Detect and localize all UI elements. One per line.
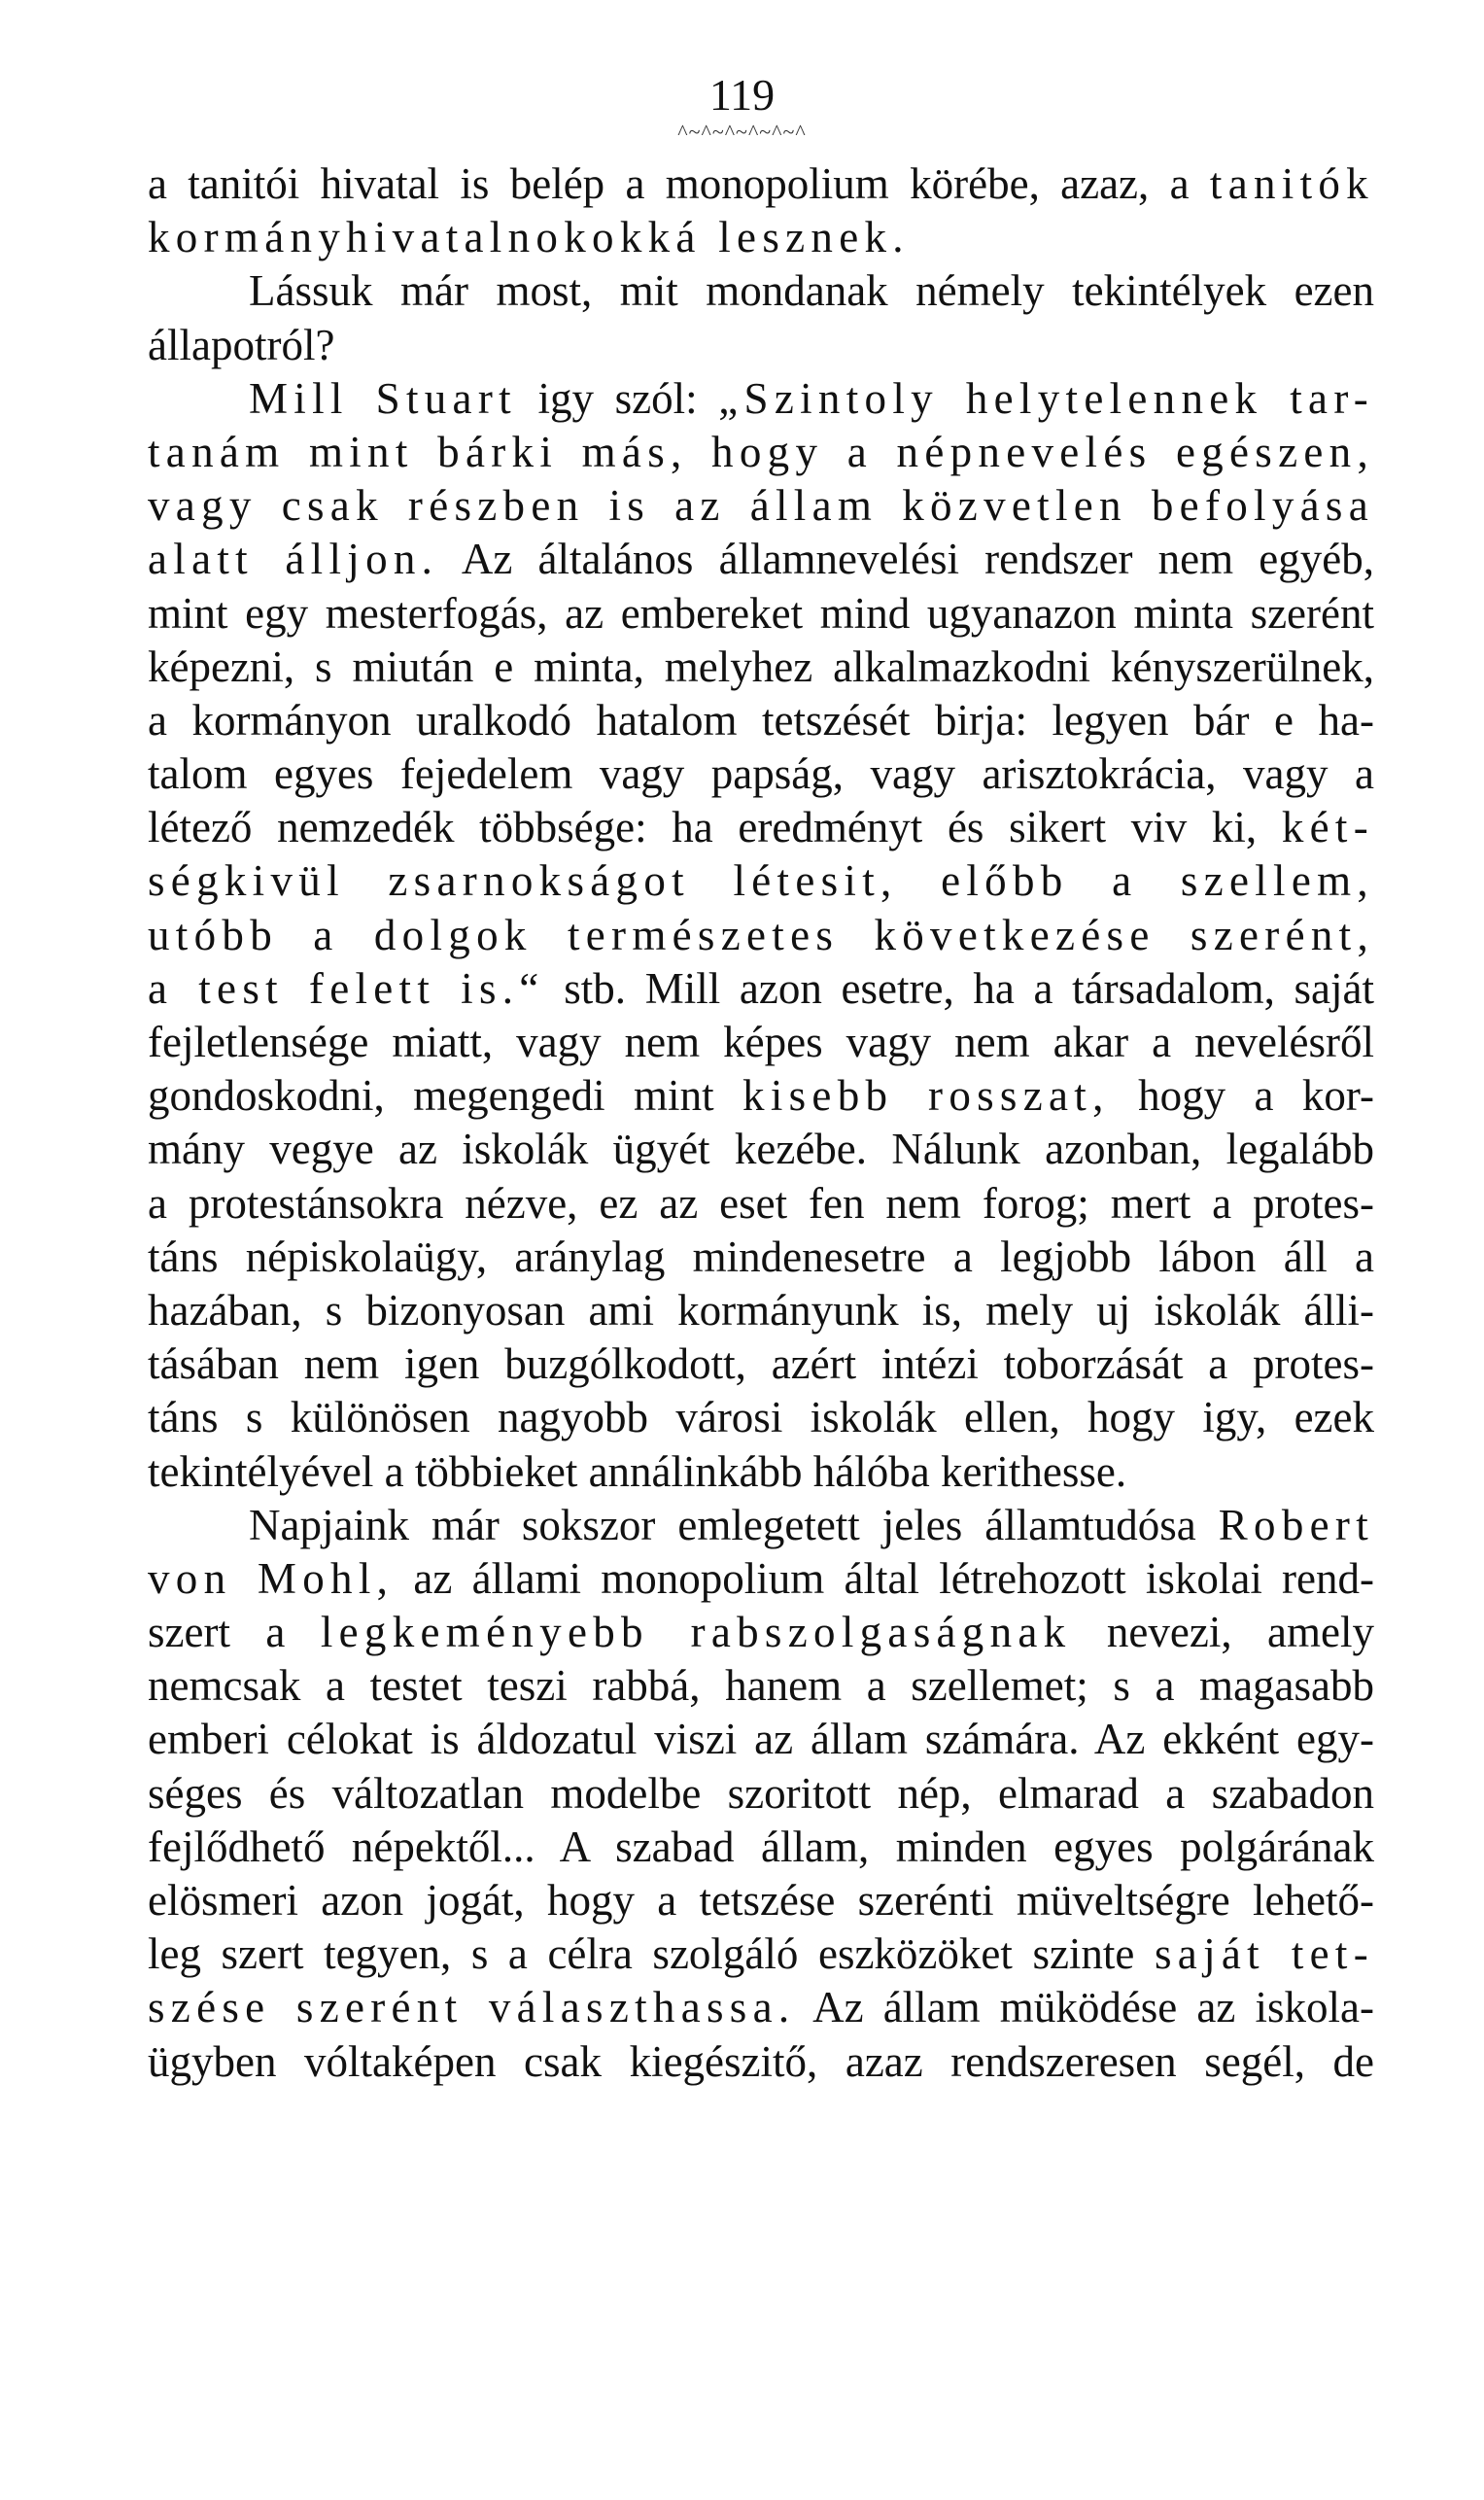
text-segment: Napjaink már sokszor emlegetett jeles államtudósa — [249, 1500, 1219, 1549]
text-line — [148, 1499, 1374, 1552]
spaced-emphasis-text: vagy csak részben is az állam közvetlen befolyása — [148, 481, 1374, 531]
text-segment: stb. Mill azon esetre, ha a társadalom, saját — [544, 963, 1374, 1013]
text-segment: az állami monopolium által létrehozott iskolai rend- — [394, 1553, 1375, 1603]
text-line — [148, 1552, 1374, 1606]
text-line — [148, 1713, 1374, 1766]
text-segment: állapotról? — [148, 320, 335, 369]
text-line — [148, 747, 1374, 801]
text-line — [148, 1177, 1374, 1231]
spaced-emphasis-text: ségkivül zsarnokságot létesit, előbb a szellem, — [148, 856, 1374, 906]
text-line — [148, 426, 1374, 479]
text-segment: igy szól: — [516, 373, 719, 423]
text-line — [148, 1767, 1374, 1821]
text-line — [148, 1981, 1374, 2034]
spaced-emphasis-text: von Mohl, — [148, 1553, 395, 1603]
text-segment: képezni, s miután e minta, melyhez alkalmazkodni kényszerülnek, — [148, 642, 1374, 691]
header-ornament: ^~^~^~^~^~^ — [677, 120, 807, 144]
spaced-emphasis-text: alatt álljon. — [148, 535, 439, 584]
spaced-emphasis-text: utóbb a dolgok természetes következése szerént, — [148, 910, 1374, 959]
spaced-emphasis-text: kisebb rosszat, — [742, 1071, 1110, 1121]
text-line — [148, 801, 1374, 854]
text-line — [148, 1445, 1374, 1499]
text-line — [148, 854, 1374, 908]
text-segment: séges és változatlan modelbe szoritott nép, elmarad a szabadon — [148, 1768, 1374, 1818]
text-line — [148, 1391, 1374, 1444]
body-text — [148, 157, 1374, 2089]
text-line — [148, 533, 1374, 586]
text-segment: fejlődhető népektől... A szabad állam, minden egyes polgárának — [148, 1822, 1374, 1871]
text-line — [148, 587, 1374, 641]
text-line — [148, 372, 1374, 426]
text-segment: mint egy mesterfogás, az embereket mind ugyanazon minta szerént — [148, 588, 1374, 638]
spaced-emphasis-text: Robert — [1218, 1500, 1374, 1549]
text-segment: nemcsak a testet teszi rabbá, hanem a szellemet; s a magasabb — [148, 1661, 1374, 1711]
spaced-emphasis-text: legkeményebb rabszolgaságnak — [320, 1608, 1072, 1657]
text-segment: hogy a kor- — [1109, 1071, 1375, 1121]
text-line — [148, 1606, 1374, 1659]
text-segment: talom egyes fejedelem vagy papság, vagy arisztokrácia, vagy a — [148, 749, 1374, 799]
text-line — [148, 211, 1374, 264]
text-segment: Az állam müködése az iskola- — [795, 1983, 1374, 2032]
text-segment: tekintélyével a többieket annálinkább hálóba kerithesse. — [148, 1446, 1127, 1496]
spaced-emphasis-text: saját tet- — [1154, 1929, 1374, 1979]
text-segment: Az általános államnevelési rendszer nem egyéb, — [438, 535, 1374, 584]
spaced-emphasis-text: két- — [1281, 803, 1374, 852]
spaced-emphasis-text: tanám mint bárki más, hogy a népnevelés egészen, — [148, 427, 1374, 476]
spaced-emphasis-text: a test felett is.“ — [148, 963, 545, 1013]
spaced-emphasis-text: szése szerént választhassa. — [148, 1983, 796, 2032]
text-line — [148, 157, 1374, 211]
text-line — [148, 1337, 1374, 1391]
text-line — [148, 909, 1374, 962]
spaced-emphasis-text: tanitók — [1209, 159, 1374, 208]
spaced-emphasis-text: kormányhivatalnokokká lesznek. — [148, 213, 910, 262]
text-segment: tásában nem igen buzgólkodott, azért intézi toborzását a protes- — [148, 1339, 1374, 1389]
spaced-emphasis-text: „Szintoly helytelennek tar- — [718, 373, 1374, 423]
text-segment: a tanitói hivatal is belép a monopolium körébe, azaz, a — [148, 159, 1210, 208]
text-line — [148, 1016, 1374, 1069]
text-line — [148, 1821, 1374, 1874]
text-line — [148, 1874, 1374, 1927]
text-segment: elösmeri azon jogát, hogy a tetszése szerénti müveltségre lehető- — [148, 1876, 1374, 1925]
text-segment: nevezi, amely — [1071, 1608, 1374, 1657]
text-line — [148, 2035, 1374, 2089]
text-segment: táns s különösen nagyobb városi iskolák ellen, hogy igy, ezek — [148, 1393, 1374, 1442]
page-number: 119 — [708, 70, 776, 120]
text-line — [148, 1927, 1374, 1981]
text-line — [148, 1284, 1374, 1337]
text-segment: a protestánsokra nézve, ez az eset fen nem forog; mert a protes- — [148, 1178, 1374, 1228]
text-segment: ügyben vóltaképen csak kiegészitő, azaz rendszeresen segél, de — [148, 2036, 1374, 2086]
text-segment: emberi célokat is áldozatul viszi az állam számára. Az ekként egy- — [148, 1715, 1374, 1764]
text-line — [148, 962, 1374, 1016]
text-line — [148, 1123, 1374, 1176]
text-segment: leg szert tegyen, s a célra szolgáló eszközöket szinte — [148, 1929, 1155, 1979]
text-line — [148, 1231, 1374, 1284]
text-segment: létező nemzedék többsége: ha eredményt és sikert viv ki, — [148, 803, 1282, 852]
text-segment: szert a — [148, 1608, 321, 1657]
text-line — [148, 641, 1374, 694]
text-segment: a kormányon uralkodó hatalom tetszését birja: legyen bár e ha- — [148, 695, 1374, 745]
text-segment: Lássuk már most, mit mondanak némely tekintélyek ezen — [249, 266, 1374, 316]
text-line — [148, 694, 1374, 747]
text-segment: mány vegye az iskolák ügyét kezébe. Nálunk azonban, legalább — [148, 1125, 1374, 1174]
spaced-emphasis-text: Mill Stuart — [249, 373, 517, 423]
text-line — [148, 479, 1374, 533]
text-segment: gondoskodni, megengedi mint — [148, 1071, 743, 1121]
text-line — [148, 1659, 1374, 1713]
text-segment: hazában, s bizonyosan ami kormányunk is, mely uj iskolák álli- — [148, 1285, 1374, 1335]
text-segment: táns népiskolaügy, aránylag mindenesetre a legjobb lábon áll a — [148, 1232, 1374, 1281]
text-line — [148, 319, 1374, 372]
text-segment: fejletlensége miatt, vagy nem képes vagy nem akar a nevelésről — [148, 1018, 1374, 1066]
text-line — [148, 1069, 1374, 1123]
text-line — [148, 264, 1374, 318]
